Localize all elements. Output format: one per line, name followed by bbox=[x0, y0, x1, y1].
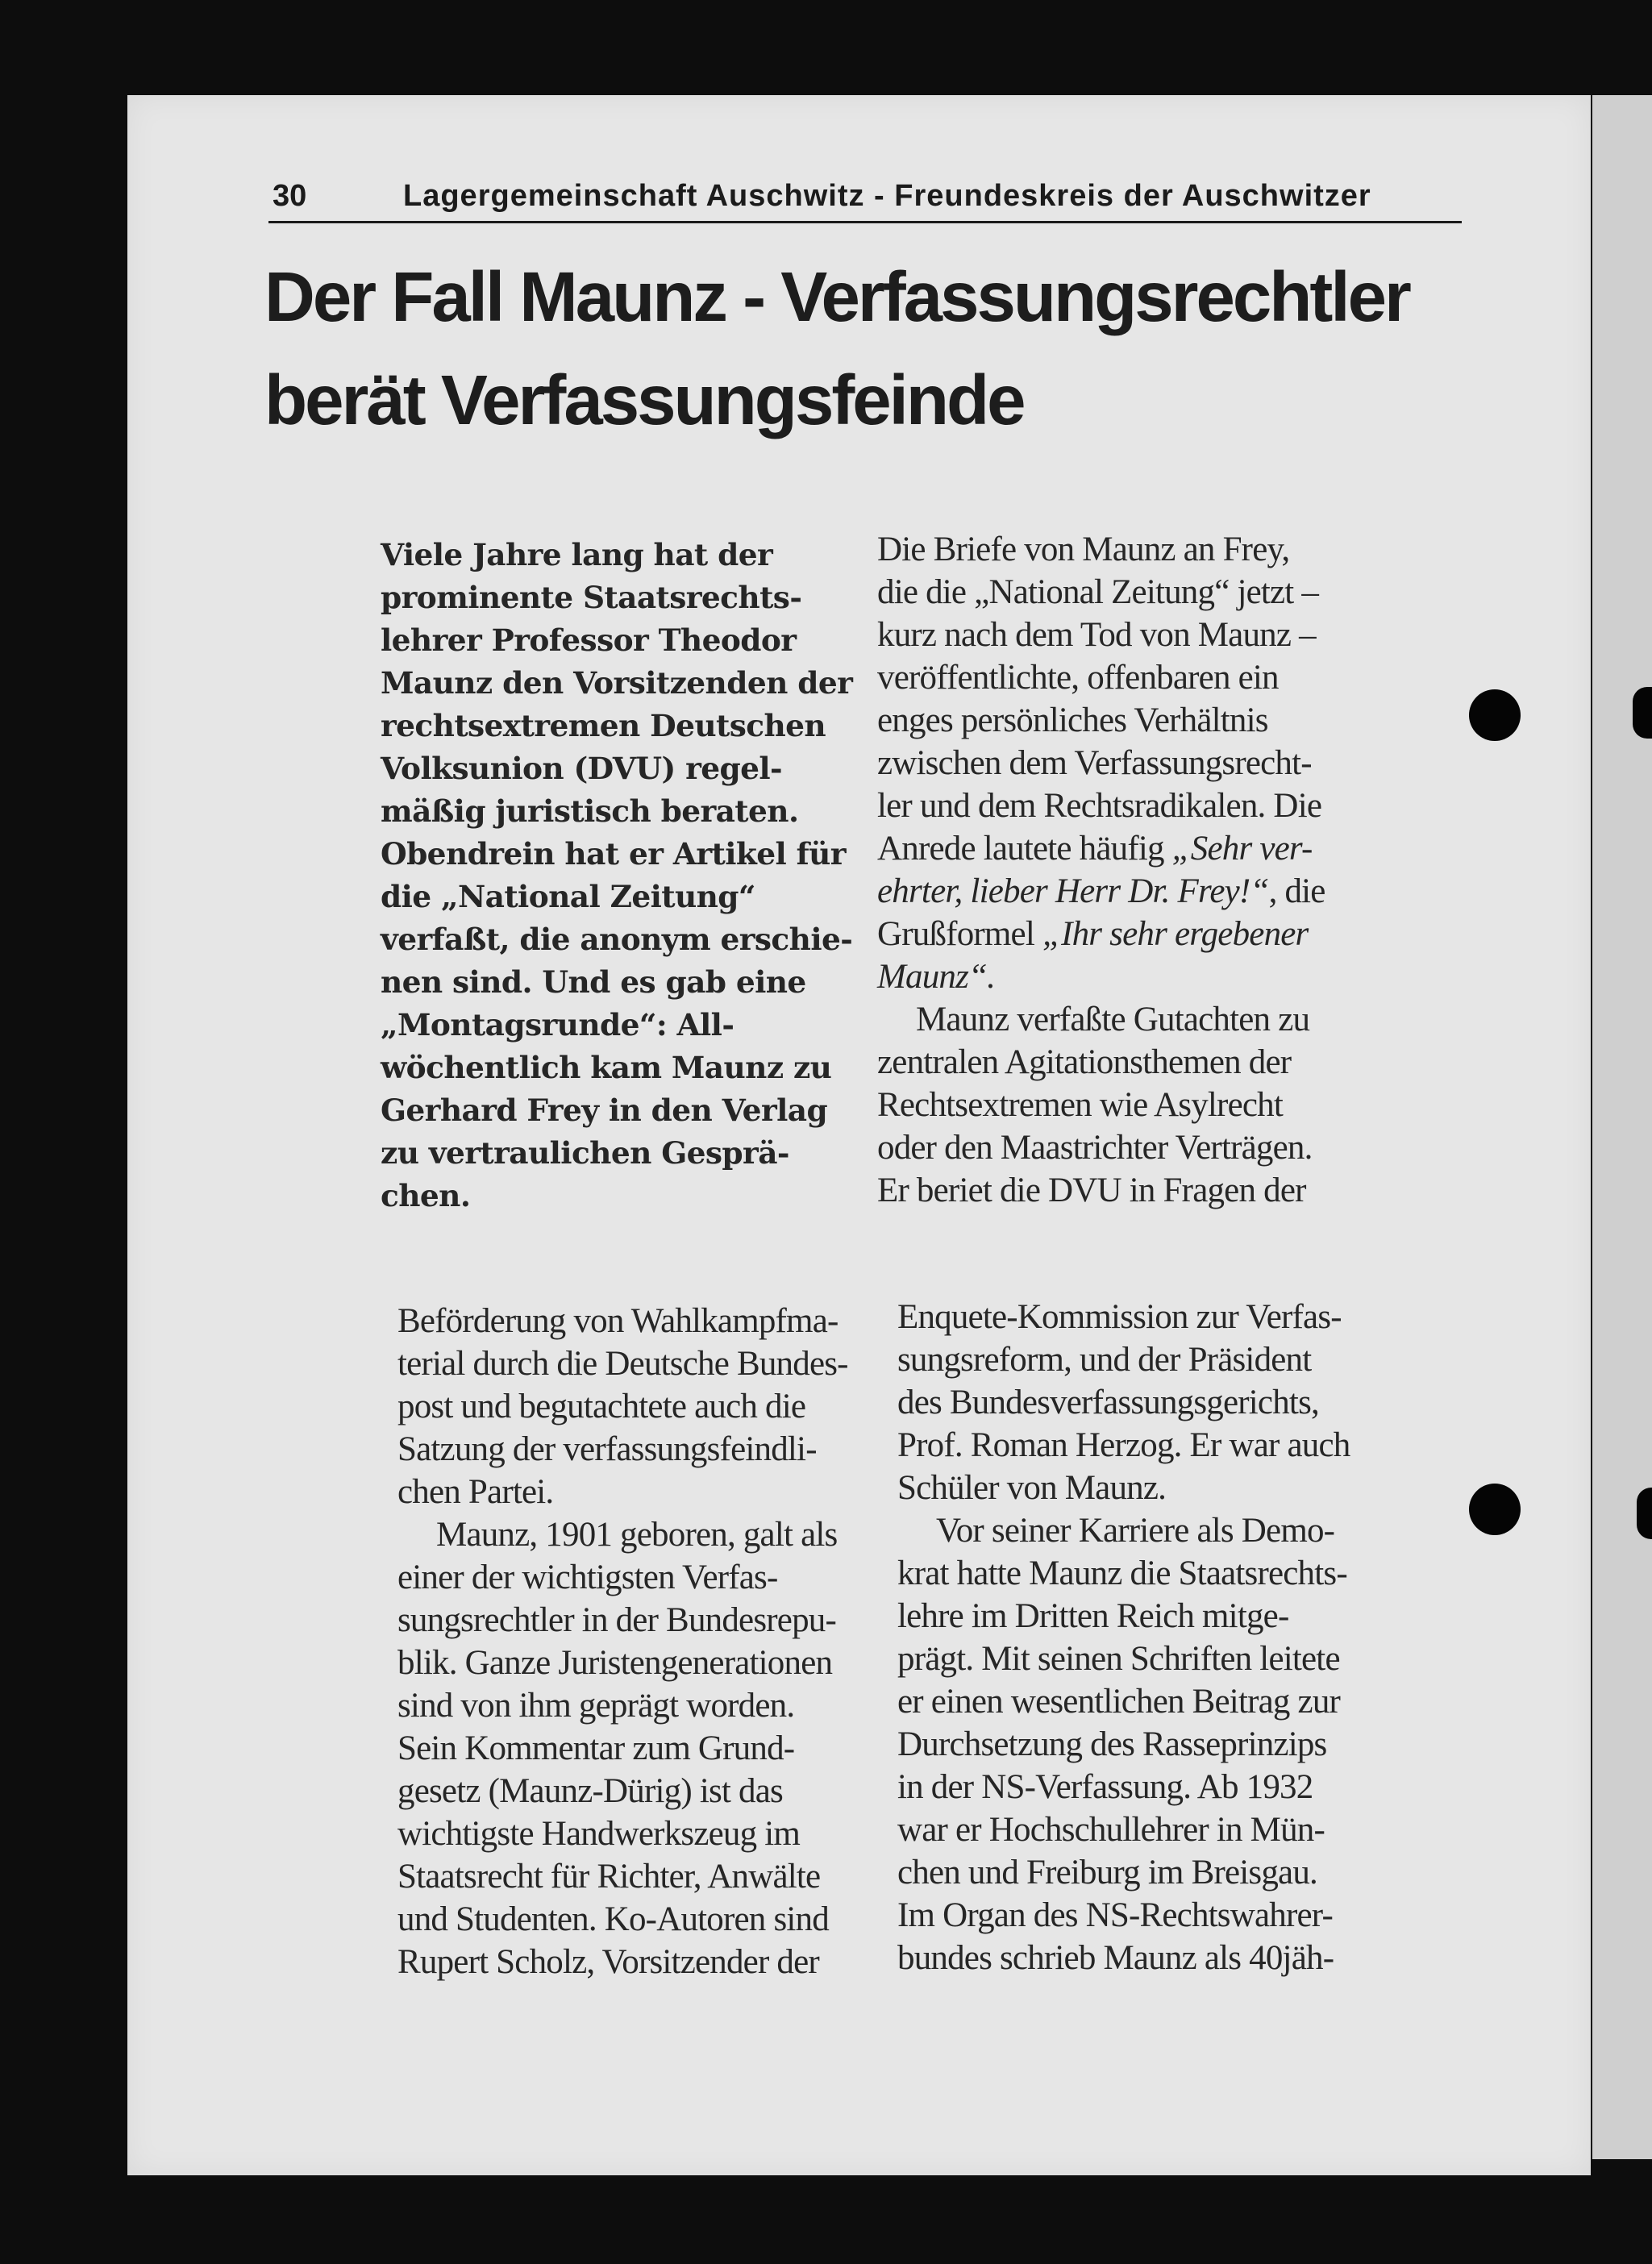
body-line bbox=[877, 870, 1337, 913]
header-rule bbox=[268, 221, 1462, 223]
body-line bbox=[877, 827, 1337, 870]
lead-line: nen sind. Und es gab eine bbox=[381, 964, 806, 1000]
body-line: des Bundesverfassungsgerichts, bbox=[897, 1384, 1319, 1421]
body-line: Satzung der verfassungsfeindli- bbox=[397, 1430, 817, 1468]
body-line: prägt. Mit seinen Schriften leitete bbox=[897, 1640, 1340, 1678]
body-line bbox=[877, 955, 1337, 998]
lead-line: „Montagsrunde“: All- bbox=[381, 1007, 734, 1043]
body-line: Sein Kommentar zum Grund- bbox=[397, 1729, 795, 1767]
body-line: sungsrechtler in der Bundesrepu- bbox=[397, 1601, 836, 1639]
quoted-closing: „Ihr sehr ergebener bbox=[1042, 915, 1309, 953]
body-line: Enquete-Kommission zur Verfas- bbox=[897, 1298, 1342, 1336]
body-line: Die Briefe von Maunz an Frey, bbox=[877, 531, 1290, 568]
body-line bbox=[877, 913, 1337, 955]
body-line: sungsreform, und der Präsident bbox=[897, 1341, 1312, 1379]
next-page-edge bbox=[1592, 95, 1652, 2159]
body-line: Maunz verfaßte Gutachten zu bbox=[916, 1001, 1310, 1038]
body-line: Prof. Roman Herzog. Er war auch bbox=[897, 1426, 1350, 1464]
body-line: Vor seiner Karriere als Demo- bbox=[936, 1512, 1335, 1550]
lead-line: Volksunion (DVU) regel- bbox=[381, 751, 783, 786]
body-line: die die „National Zeitung“ jetzt – bbox=[877, 573, 1319, 611]
lead-line: die „National Zeitung“ bbox=[381, 879, 755, 914]
lead-line: verfaßt, die anonym erschie- bbox=[381, 922, 853, 957]
body-column-4 bbox=[897, 1296, 1357, 1979]
lead-line: Viele Jahre lang hat der bbox=[381, 537, 773, 572]
quoted-salutation: „Sehr ver- bbox=[1171, 830, 1313, 868]
lead-line: rechtsextremen Deutschen bbox=[381, 708, 826, 743]
lead-line: Maunz den Vorsitzenden der bbox=[381, 665, 853, 701]
headline-line-2: berät Verfassungsfeinde bbox=[264, 361, 1024, 439]
body-text: , die bbox=[1268, 872, 1325, 910]
quoted-closing: Maunz“. bbox=[877, 958, 996, 996]
body-line: kurz nach dem Tod von Maunz – bbox=[877, 616, 1316, 654]
punch-hole-lower bbox=[1469, 1484, 1521, 1535]
body-line: Schüler von Maunz. bbox=[897, 1469, 1167, 1507]
punch-hole-next-lower bbox=[1637, 1488, 1652, 1539]
punch-hole-upper bbox=[1469, 689, 1521, 741]
body-line: terial durch die Deutsche Bundes- bbox=[397, 1345, 848, 1383]
body-line: in der NS-Verfassung. Ab 1932 bbox=[897, 1768, 1313, 1806]
lead-line: mäßig juristisch beraten. bbox=[381, 793, 799, 829]
body-line: oder den Maastrichter Verträgen. bbox=[877, 1129, 1313, 1167]
body-line: Rupert Scholz, Vorsitzender der bbox=[397, 1943, 819, 1981]
body-line: Rechtsextremen wie Asylrecht bbox=[877, 1086, 1283, 1124]
body-line: chen und Freiburg im Breisgau. bbox=[897, 1854, 1317, 1892]
body-text: Grußformel bbox=[877, 915, 1034, 953]
body-text: Anrede lautete häufig bbox=[877, 830, 1164, 868]
body-line: post und begutachtete auch die bbox=[397, 1388, 806, 1425]
page-number: 30 bbox=[273, 179, 307, 213]
body-line: ler und dem Rechtsradikalen. Die bbox=[877, 787, 1322, 825]
body-line: lehre im Dritten Reich mitge- bbox=[897, 1597, 1289, 1635]
body-line: blik. Ganze Juristengenerationen bbox=[397, 1644, 833, 1682]
body-line: Beförderung von Wahlkampfma- bbox=[397, 1302, 838, 1340]
body-line: enges persönliches Verhältnis bbox=[877, 701, 1268, 739]
body-line: sind von ihm geprägt worden. bbox=[397, 1687, 795, 1725]
article-headline bbox=[264, 246, 1474, 452]
body-line: einer der wichtigsten Verfas- bbox=[397, 1559, 778, 1596]
body-column-2 bbox=[877, 528, 1337, 1212]
body-line: und Studenten. Ko-Autoren sind bbox=[397, 1900, 829, 1938]
body-line: chen Partei. bbox=[397, 1473, 554, 1511]
running-title: Lagergemeinschaft Auschwitz - Freundeskreis der Auschwitzer bbox=[403, 179, 1371, 213]
body-line: gesetz (Maunz-Dürig) ist das bbox=[397, 1772, 783, 1810]
body-line: zwischen dem Verfassungsrecht- bbox=[877, 744, 1312, 782]
lead-line: Obendrein hat er Artikel für bbox=[381, 836, 846, 872]
body-line: krat hatte Maunz die Staatsrechts- bbox=[897, 1554, 1347, 1592]
body-line: veröffentlichte, offenbaren ein bbox=[877, 659, 1279, 697]
body-line: wichtigste Handwerkszeug im bbox=[397, 1815, 801, 1853]
body-line: Maunz, 1901 geboren, galt als bbox=[436, 1516, 838, 1554]
punch-hole-next-upper bbox=[1633, 687, 1652, 739]
quoted-salutation: ehrter, lieber Herr Dr. Frey!“ bbox=[877, 872, 1269, 910]
lead-line: prominente Staatsrechts- bbox=[381, 580, 802, 615]
lead-line: Gerhard Frey in den Verlag bbox=[381, 1092, 828, 1128]
body-line: er einen wesentlichen Beitrag zur bbox=[897, 1683, 1341, 1721]
body-line: Im Organ des NS-Rechtswahrer- bbox=[897, 1896, 1333, 1934]
body-line: Staatsrecht für Richter, Anwälte bbox=[397, 1858, 821, 1896]
lead-line: zu vertraulichen Gesprä- bbox=[381, 1135, 789, 1171]
lead-line: wöchentlich kam Maunz zu bbox=[381, 1050, 832, 1085]
body-line: Er beriet die DVU in Fragen der bbox=[877, 1172, 1306, 1209]
headline-line-1: Der Fall Maunz - Verfassungsrechtler bbox=[264, 258, 1409, 336]
body-column-3 bbox=[397, 1300, 857, 1983]
body-line: zentralen Agitationsthemen der bbox=[877, 1043, 1292, 1081]
lead-line: lehrer Professor Theodor bbox=[381, 622, 797, 658]
lead-paragraph bbox=[381, 534, 853, 1217]
body-line: bundes schrieb Maunz als 40jäh- bbox=[897, 1939, 1334, 1977]
body-line: war er Hochschullehrer in Mün- bbox=[897, 1811, 1325, 1849]
body-line: Durchsetzung des Rasseprinzips bbox=[897, 1725, 1327, 1763]
lead-line: chen. bbox=[381, 1178, 471, 1213]
